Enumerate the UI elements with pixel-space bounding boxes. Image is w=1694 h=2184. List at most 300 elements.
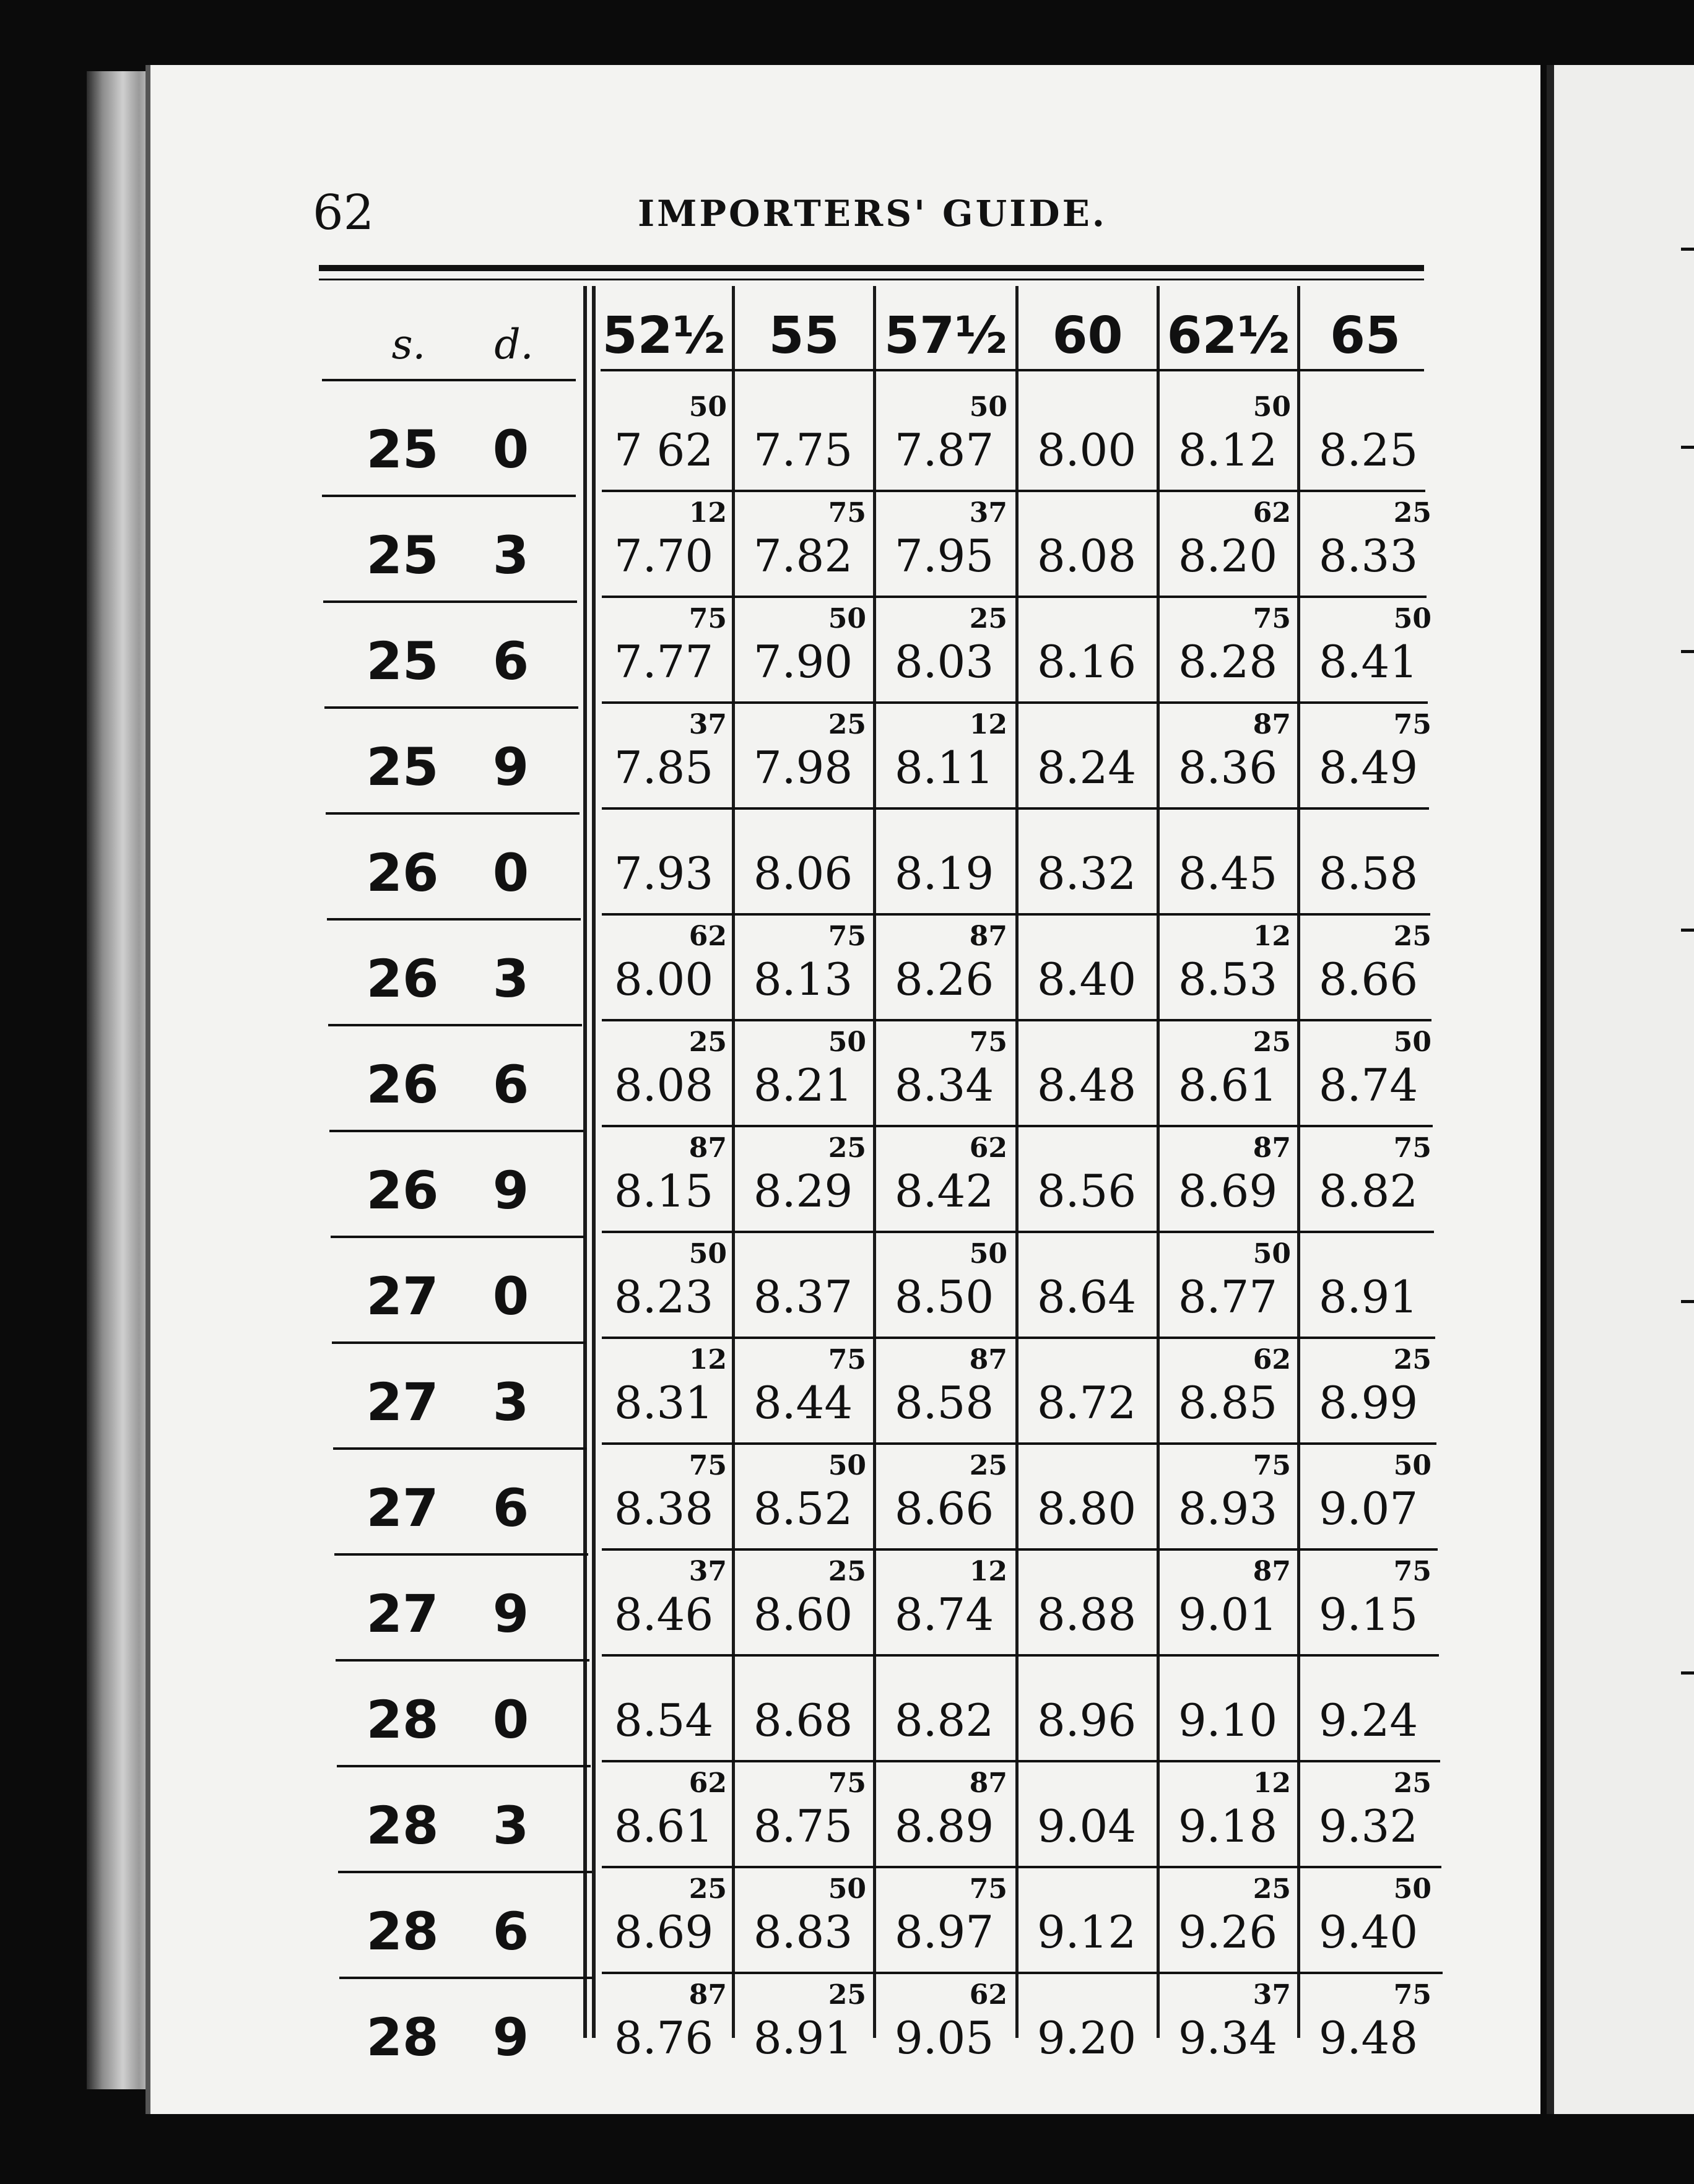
fraction-superscript: 75 [1393,1556,1431,1587]
dollar-value: 8.96 [1036,1694,1137,1746]
row-rule [327,918,581,921]
pence-value: 0 [492,419,529,480]
dollar-value: 8.00 [614,953,714,1005]
table-row [0,1873,1486,1982]
dollar-value: 8.33 [1318,530,1418,582]
rate-cell [1160,1767,1296,1859]
dollar-value: 9.01 [1178,1588,1278,1640]
row-rule [602,1866,1441,1868]
fraction-superscript: 12 [688,497,727,529]
row-rule [337,1765,591,1767]
header-rate: 55 [768,306,840,365]
rate-cell [1019,1137,1155,1224]
fraction-superscript: 50 [1253,391,1291,423]
dollar-value: 8.19 [894,847,994,899]
rate-cell [1019,1455,1155,1541]
dollar-value: 8.16 [1036,636,1137,688]
page-number: 62 [313,185,375,241]
dollar-value: 8.74 [1318,1059,1418,1111]
rate-cell [596,1873,732,1965]
dollar-value: 8.20 [1178,530,1278,582]
row-rule [332,1341,586,1344]
fraction-superscript: 87 [1253,1556,1291,1587]
dollar-value: 8.88 [1036,1588,1137,1640]
fraction-superscript: 75 [828,497,866,529]
dollar-value: 8.34 [894,1059,994,1111]
fraction-superscript: 50 [828,1873,866,1905]
dollar-value: 8.32 [1036,847,1137,899]
fraction-superscript: 87 [1253,1132,1291,1164]
fraction-superscript: 25 [828,1979,866,2011]
dollar-value: 8.46 [614,1588,714,1640]
rate-cell [876,1556,1012,1647]
rate-cell [1160,391,1296,483]
fraction-superscript: 87 [969,1344,1007,1376]
table-row [0,1558,1486,1665]
dollar-value: 7.82 [753,530,853,582]
rate-cell [876,921,1012,1012]
pence-value: 0 [492,843,529,903]
dollar-value: 8.15 [614,1165,714,1217]
fraction-superscript: 25 [1393,921,1431,952]
header-rate: 62½ [1166,306,1290,365]
pence-value: 3 [492,1795,529,1856]
row-rule [338,1871,592,1873]
rate-cell [1160,1238,1296,1330]
rate-cell [1300,1450,1436,1541]
rate-cell [1019,1878,1155,1965]
dollar-value: 9.12 [1036,1906,1137,1958]
dollar-value: 7.93 [614,847,714,899]
rate-cell [735,1556,871,1647]
table-row [0,1238,1486,1347]
row-rule [336,1659,589,1662]
fraction-superscript: 25 [828,1556,866,1587]
table-row [0,497,1486,606]
rate-cell [1160,1979,1296,2071]
rate-cell [1160,497,1296,589]
rate-cell [596,1450,732,1541]
fraction-superscript: 75 [828,1344,866,1376]
rate-cell [735,603,871,695]
rate-cell [1160,603,1296,695]
pence-value: 6 [492,1054,529,1115]
dollar-value: 8.49 [1318,742,1418,794]
fraction-superscript: 25 [828,1132,866,1164]
dollar-value: 9.04 [1036,1800,1137,1852]
rate-cell [876,1767,1012,1859]
dollar-value: 8.00 [1036,424,1137,476]
fraction-superscript: 12 [969,709,1007,740]
pence-value: 9 [492,1160,529,1221]
rate-cell [876,1873,1012,1965]
pence-value: 6 [492,1901,529,1962]
dollar-value: 8.80 [1036,1483,1137,1535]
row-rule [326,812,580,815]
dollar-value: 7.85 [614,742,714,794]
fraction-superscript: 50 [1393,1026,1431,1058]
fraction-superscript: 50 [1253,1238,1291,1270]
rate-cell [1300,1132,1436,1224]
dollar-value: 8.40 [1036,953,1137,1005]
rate-cell [596,1979,732,2071]
row-rule [339,1977,593,1979]
fraction-superscript: 87 [969,921,1007,952]
rate-cell [876,1132,1012,1224]
header-rule [322,379,576,381]
dollar-value: 8.52 [753,1483,853,1535]
dollar-value: 8.38 [614,1483,714,1535]
fraction-superscript: 75 [1393,709,1431,740]
table-row [0,1026,1486,1135]
fraction-superscript: 25 [688,1026,727,1058]
dollar-value: 8.83 [753,1906,853,1958]
rate-cell [876,391,1012,483]
dollar-value: 8.66 [894,1483,994,1535]
dollar-value: 9.24 [1318,1694,1418,1746]
dollar-value: 9.20 [1036,2012,1137,2064]
dollar-value: 8.48 [1036,1059,1137,1111]
dollar-value: 8.23 [614,1271,714,1323]
fraction-superscript: 50 [1393,1873,1431,1905]
dollar-value: 8.54 [614,1694,714,1746]
dollar-value: 8.56 [1036,1165,1137,1217]
dollar-value: 8.58 [1318,847,1418,899]
top-rule-thin [319,279,1424,280]
rate-cell [1160,1026,1296,1118]
rate-cell [596,1666,732,1753]
rate-cell [596,1238,732,1330]
fraction-superscript: 50 [1393,1450,1431,1481]
rate-cell [1160,1450,1296,1541]
fraction-superscript: 75 [969,1026,1007,1058]
dollar-value: 9.26 [1178,1906,1278,1958]
rate-cell [596,391,732,483]
shillings-value: 28 [366,2007,439,2068]
dollar-value: 8.12 [1178,424,1278,476]
pence-value: 3 [492,948,529,1009]
rate-cell [735,1767,871,1859]
rate-cell [1300,1979,1436,2071]
facing-page [1547,65,1694,2114]
rate-cell [1019,502,1155,589]
rate-cell [735,1243,871,1330]
fraction-superscript: 25 [969,1450,1007,1481]
dollar-value: 8.77 [1178,1271,1278,1323]
fraction-superscript: 62 [969,1132,1007,1164]
dollar-value: 7 62 [614,424,714,476]
dollar-value: 8.06 [753,847,853,899]
dollar-value: 8.36 [1178,742,1278,794]
table-row [0,923,1486,1029]
fraction-superscript: 87 [969,1767,1007,1799]
pence-value: 9 [492,1584,529,1644]
facing-page-mark [1681,446,1694,449]
row-rule [329,1130,583,1132]
rate-cell [1300,709,1436,800]
rate-cell [735,921,871,1012]
pence-value: 9 [492,2007,529,2068]
fraction-superscript: 75 [1393,1132,1431,1164]
fraction-superscript: 25 [688,1873,727,1905]
shillings-value: 26 [366,1160,439,1221]
rate-cell [1300,1344,1436,1436]
fraction-superscript: 87 [688,1979,727,2011]
rate-cell [876,1450,1012,1541]
dollar-value: 8.85 [1178,1377,1278,1429]
dollar-value: 7.87 [894,424,994,476]
dollar-value: 8.28 [1178,636,1278,688]
dollar-value: 9.10 [1178,1694,1278,1746]
fraction-superscript: 12 [688,1344,727,1376]
dollar-value: 8.75 [753,1800,853,1852]
dollar-value: 8.72 [1036,1377,1137,1429]
row-rule [602,1125,1433,1127]
dollar-value: 8.99 [1318,1377,1418,1429]
dollar-value: 9.05 [894,2012,994,2064]
dollar-value: 8.08 [614,1059,714,1111]
rate-cell [876,1026,1012,1118]
dollar-value: 8.13 [753,953,853,1005]
dollar-value: 9.07 [1318,1483,1418,1535]
dollar-value: 8.42 [894,1165,994,1217]
rate-cell [735,1344,871,1436]
table-row [0,1664,1486,1770]
fraction-superscript: 75 [688,1450,727,1481]
dollar-value: 8.25 [1318,424,1418,476]
fraction-superscript: 62 [688,1767,727,1799]
rate-cell [1160,921,1296,1012]
rate-cell [596,1556,732,1647]
dollar-value: 8.91 [1318,1271,1418,1323]
fraction-superscript: 25 [1253,1873,1291,1905]
dollar-value: 8.21 [753,1059,853,1111]
fraction-superscript: 50 [969,391,1007,423]
rate-cell [596,1026,732,1118]
running-head: IMPORTERS' GUIDE. [638,193,1107,235]
rate-cell [1160,1132,1296,1224]
rate-cell [1300,1026,1436,1118]
rate-cell [1019,1772,1155,1859]
header-rate: 60 [1052,306,1123,365]
row-rule [333,1447,587,1450]
table-row [0,711,1486,818]
rate-cell [596,1344,732,1436]
table-row [0,1767,1486,1876]
rate-cell [1019,1031,1155,1118]
dollar-value: 8.24 [1036,742,1137,794]
shillings-value: 26 [366,1054,439,1115]
rate-cell [596,1767,732,1859]
rate-cell [1160,1344,1296,1436]
fraction-superscript: 25 [1393,497,1431,529]
rate-cell [735,497,871,589]
rate-cell [596,603,732,695]
dollar-value: 7.75 [753,424,853,476]
dollar-value: 8.53 [1178,953,1278,1005]
rate-cell [1300,1556,1436,1647]
fraction-superscript: 50 [828,1026,866,1058]
fraction-superscript: 75 [828,1767,866,1799]
rate-cell [1160,820,1296,906]
rate-cell [1300,921,1436,1012]
table-row [0,391,1486,500]
fraction-superscript: 50 [688,391,727,423]
fraction-superscript: 25 [1253,1026,1291,1058]
rate-cell [735,709,871,800]
dollar-value: 7.98 [753,742,853,794]
row-rule [602,490,1425,492]
rate-cell [1300,1767,1436,1859]
rate-cell [735,1132,871,1224]
fraction-superscript: 37 [688,709,727,740]
shillings-value: 27 [366,1372,439,1432]
rate-cell [735,1666,871,1753]
facing-page-mark [1681,1300,1694,1303]
dollar-value: 9.15 [1318,1588,1418,1640]
dollar-value: 8.26 [894,953,994,1005]
dollar-value: 9.18 [1178,1800,1278,1852]
dollar-value: 7.77 [614,636,714,688]
fraction-superscript: 75 [1253,1450,1291,1481]
row-rule [602,1654,1439,1657]
fraction-superscript: 75 [1253,603,1291,635]
row-rule [602,1019,1431,1021]
rate-cell [1300,603,1436,695]
rate-cell [1300,1666,1436,1753]
rate-cell [1019,396,1155,483]
header-rate: 57½ [884,306,1007,365]
fraction-superscript: 37 [969,497,1007,529]
facing-page-mark [1681,1671,1694,1675]
dollar-value: 8.61 [614,1800,714,1852]
rate-cell [1160,1556,1296,1647]
rate-cell [1300,396,1436,483]
rate-cell [735,1873,871,1965]
fraction-superscript: 37 [1253,1979,1291,2011]
fraction-superscript: 75 [688,603,727,635]
rate-cell [876,603,1012,695]
pence-value: 6 [492,631,529,691]
rate-cell [735,1026,871,1118]
rate-cell [876,709,1012,800]
fraction-superscript: 75 [969,1873,1007,1905]
rate-cell [1300,1243,1436,1330]
row-rule [602,701,1428,704]
rate-cell [876,820,1012,906]
header-pence: d. [494,321,534,368]
fraction-superscript: 87 [1253,709,1291,740]
dollar-value: 8.76 [614,2012,714,2064]
dollar-value: 8.61 [1178,1059,1278,1111]
row-rule [322,495,576,497]
facing-page-mark [1681,248,1694,251]
dollar-value: 9.40 [1318,1906,1418,1958]
dollar-value: 8.97 [894,1906,994,1958]
fraction-superscript: 62 [969,1979,1007,2011]
shillings-value: 28 [366,1901,439,1962]
rate-cell [1019,1561,1155,1647]
dollar-value: 7.90 [753,636,853,688]
rate-cell [1019,1984,1155,2071]
shillings-value: 26 [366,948,439,1009]
dollar-value: 8.82 [894,1694,994,1746]
row-rule [602,1231,1434,1233]
header-rule [601,369,1424,371]
dollar-value: 7.70 [614,530,714,582]
rate-cell [876,1344,1012,1436]
fraction-superscript: 37 [688,1556,727,1587]
fraction-superscript: 75 [828,921,866,952]
dollar-value: 8.08 [1036,530,1137,582]
pence-value: 0 [492,1266,529,1327]
dollar-value: 8.44 [753,1377,853,1429]
rate-cell [876,1238,1012,1330]
row-rule [602,1760,1440,1762]
dollar-value: 8.69 [614,1906,714,1958]
fraction-superscript: 25 [1393,1344,1431,1376]
row-rule [323,600,577,603]
fraction-superscript: 62 [688,921,727,952]
fraction-superscript: 50 [688,1238,727,1270]
row-rule [602,1337,1435,1339]
dollar-value: 7.95 [894,530,994,582]
dollar-value: 8.66 [1318,953,1418,1005]
dollar-value: 8.69 [1178,1165,1278,1217]
row-rule [602,1442,1436,1445]
table-row [0,1346,1486,1453]
dollar-value: 9.34 [1178,2012,1278,2064]
pence-value: 9 [492,737,529,797]
shillings-value: 25 [366,737,439,797]
row-rule [602,1548,1438,1551]
dollar-value: 8.89 [894,1800,994,1852]
fraction-superscript: 50 [828,603,866,635]
shillings-value: 25 [366,525,439,586]
rate-cell [735,396,871,483]
dollar-value: 8.31 [614,1377,714,1429]
row-rule [328,1024,582,1026]
pence-value: 6 [492,1478,529,1538]
rate-cell [1019,1349,1155,1436]
pence-value: 3 [492,1372,529,1432]
fraction-superscript: 25 [1393,1767,1431,1799]
table-row [0,1132,1486,1241]
rate-cell [1019,820,1155,906]
dollar-value: 8.03 [894,636,994,688]
rate-cell [596,820,732,906]
fraction-superscript: 87 [688,1132,727,1164]
row-rule [602,807,1429,810]
dollar-value: 8.91 [753,2012,853,2064]
rate-cell [1019,1666,1155,1753]
facing-page-mark [1681,650,1694,653]
table-row [0,817,1486,924]
table-row [0,605,1486,712]
dollar-value: 8.29 [753,1165,853,1217]
dollar-value: 8.60 [753,1588,853,1640]
shillings-value: 26 [366,843,439,903]
shillings-value: 25 [366,631,439,691]
top-rule [319,265,1424,271]
table-row [0,1979,1486,2088]
fraction-superscript: 75 [1393,1979,1431,2011]
fraction-superscript: 12 [969,1556,1007,1587]
fraction-superscript: 12 [1253,921,1291,952]
dollar-value: 9.32 [1318,1800,1418,1852]
rate-cell [1300,820,1436,906]
shillings-value: 27 [366,1478,439,1538]
